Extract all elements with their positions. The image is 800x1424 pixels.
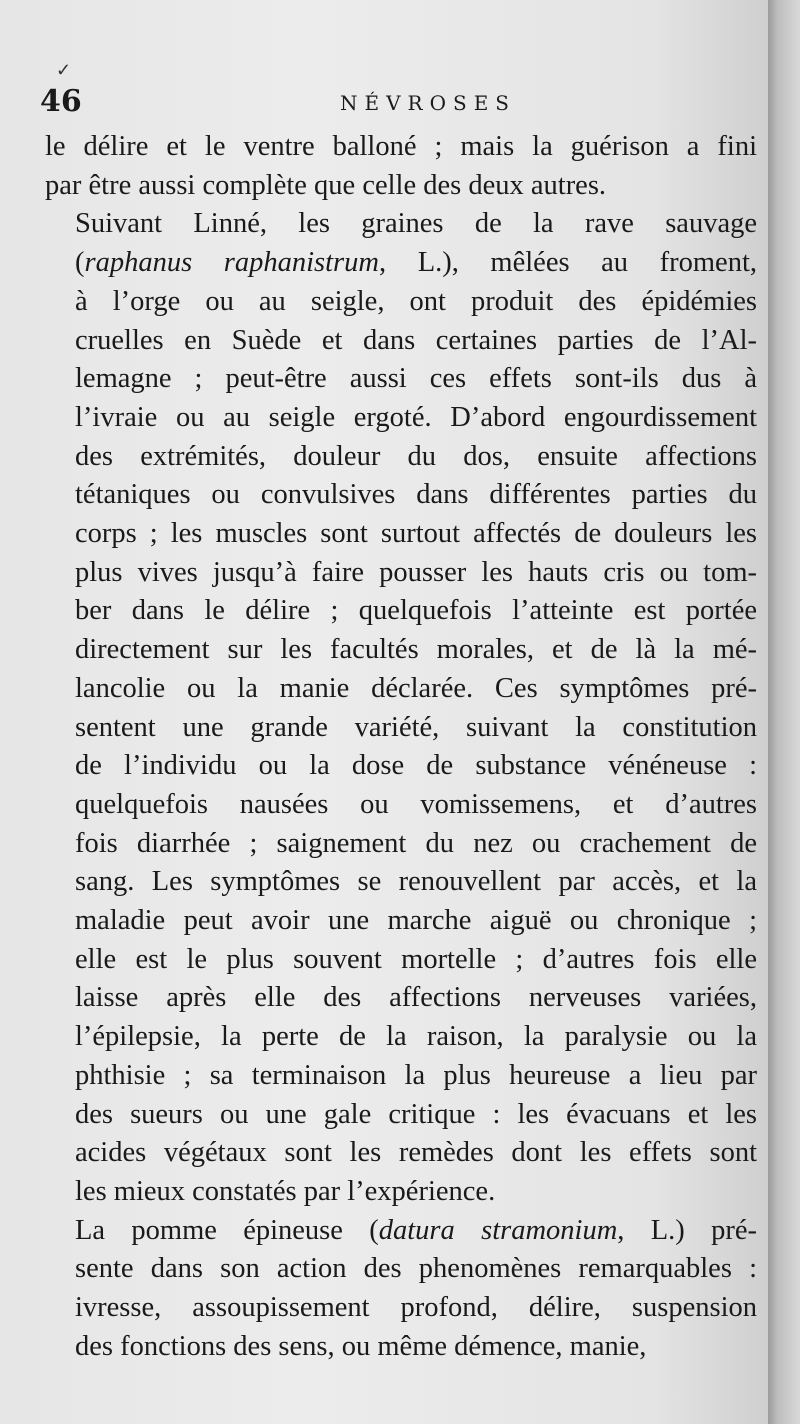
text-line: (raphanus raphanistrum, L.), mêlées au froment, [75, 247, 757, 279]
text-line: lemagne ; peut-être aussi ces effets sont-ils dus à [75, 363, 757, 395]
text-line: laisse après elle des affections nerveuses variées, [75, 982, 757, 1014]
species-name: raphanus raphanistrum [84, 247, 379, 279]
text-line: maladie peut avoir une marche aiguë ou chronique ; [75, 905, 757, 937]
text-line: La pomme épineuse (datura stramonium, L.) pré- [75, 1214, 757, 1246]
pencil-mark-icon: ✓ [56, 60, 72, 81]
text-line: l’épilepsie, la perte de la raison, la paralysie ou la [75, 1021, 757, 1053]
running-title: NÉVROSES [340, 91, 516, 115]
text-line: fois diarrhée ; saignement du nez ou crachement de [75, 827, 757, 859]
text-line: quelquefois nausées ou vomissemens, et d’autres [75, 788, 757, 820]
text-line: sente dans son action des phenomènes remarquables : [75, 1253, 757, 1285]
text-line: des fonctions des sens, ou même démence, manie, [75, 1330, 647, 1362]
text-line: ivresse, assoupissement profond, délire, suspension [75, 1292, 757, 1324]
page-number: 46 [40, 84, 82, 119]
text-line: Suivant Linné, les graines de la rave sauvage [75, 208, 757, 240]
text-line: de l’individu ou la dose de substance vénéneuse : [75, 750, 757, 782]
text-line: lancolie ou la manie déclarée. Ces symptômes pré- [75, 672, 757, 704]
text-line: le délire et le ventre balloné ; mais la guérison a fini [45, 131, 757, 162]
text-line: à l’orge ou au seigle, ont produit des épidémies [75, 285, 757, 317]
text-line: tétaniques ou convulsives dans différentes parties du [75, 479, 757, 511]
paragraph-1 [45, 128, 757, 205]
text-line: corps ; les muscles sont surtout affectés de douleurs les [75, 518, 757, 550]
text-line: acides végétaux sont les remèdes dont les effets sont [75, 1137, 757, 1169]
text-line: des sueurs ou une gale critique : les évacuans et les [75, 1098, 757, 1130]
body-text [45, 128, 757, 1367]
text-line: elle est le plus souvent mortelle ; d’autres fois elle [75, 943, 757, 975]
text-line: plus vives jusqu’à faire pousser les hauts cris ou tom- [75, 556, 757, 588]
text-line: les mieux constatés par l’expérience. [75, 1175, 496, 1207]
species-name: datura stramonium [378, 1214, 618, 1246]
page-header [40, 82, 760, 122]
text-line: sentent une grande variété, suivant la constitution [75, 711, 757, 743]
text-line: phthisie ; sa terminaison la plus heureuse a lieu par [75, 1059, 757, 1091]
text-line: directement sur les facultés morales, et de là la mé- [75, 634, 757, 666]
paragraph-2 [45, 205, 757, 1211]
text-line: des extrémités, douleur du dos, ensuite affections [75, 440, 757, 472]
text-line: sang. Les symptômes se renouvellent par accès, et la [75, 866, 757, 898]
paragraph-3 [45, 1212, 757, 1367]
book-gutter [768, 0, 800, 1424]
text-line: l’ivraie ou au seigle ergoté. D’abord engourdissement [75, 401, 757, 433]
text-line: ber dans le délire ; quelquefois l’atteinte est portée [75, 595, 757, 627]
text-line: par être aussi complète que celle des deux autres. [45, 169, 607, 201]
text-line: cruelles en Suède et dans certaines parties de l’Al- [75, 324, 757, 356]
